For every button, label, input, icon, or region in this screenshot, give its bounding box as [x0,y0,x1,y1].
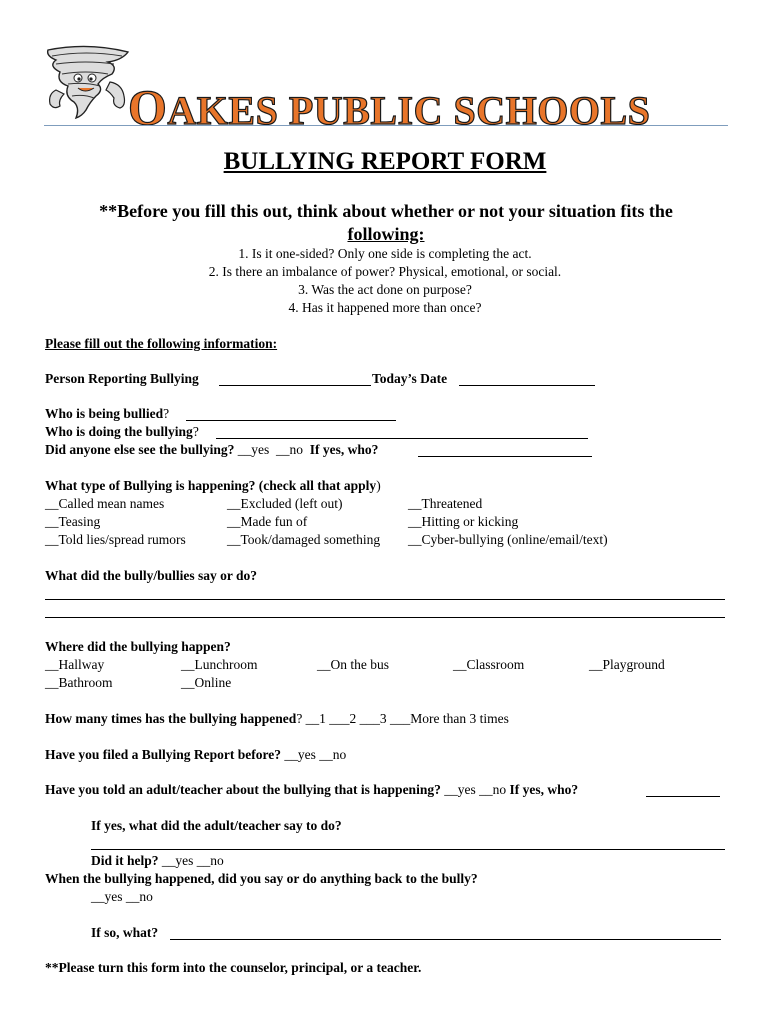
type-option-excluded[interactable]: __Excluded (left out) [227,496,343,511]
intro-question-2: 2. Is there an imbalance of power? Physical, emotional, or social. [208,264,562,279]
type-option-cyber[interactable]: __Cyber-bullying (online/email/text) [408,532,608,547]
footer-note: **Please turn this form into the counselor, principal, or a teacher. [45,960,422,975]
person-reporting-label: Person Reporting Bullying [45,371,199,386]
school-name [128,78,650,136]
if-so-field[interactable] [170,939,721,940]
adult-say-field[interactable] [91,849,725,850]
type-option-threatened[interactable]: __Threatened [408,496,483,511]
intro-question-3: 3. Was the act done on purpose? [298,282,472,297]
where-option-bus[interactable]: __On the bus [317,657,389,672]
told-adult-label: Have you told an adult/teacher about the bullying that is happening? [45,782,441,797]
type-option-hitting[interactable]: __Hitting or kicking [408,514,519,529]
told-adult-who-field[interactable] [646,796,720,797]
say-do-line-2[interactable] [45,617,725,618]
say-do-label: What did the bully/bullies say or do? [45,568,258,583]
if-so-label: If so, what? [91,925,159,940]
todays-date-label: Today’s Date [372,371,448,386]
intro-heading-line1: **Before you fill this out, think about whether or not your situation fits the [99,201,673,221]
info-heading: Please fill out the following information: [45,336,278,351]
adult-say-label: If yes, what did the adult/teacher say to do? [91,818,342,833]
who-bullied-field[interactable] [186,420,396,421]
type-label: What type of Bullying is happening? (check all that apply [45,478,377,493]
how-many-label: How many times has the bullying happened [45,711,297,726]
where-option-bathroom[interactable]: __Bathroom [45,675,113,690]
did-help-options[interactable]: __yes __no [158,853,224,868]
did-help-label: Did it help? [91,853,159,868]
where-option-online[interactable]: __Online [181,675,232,690]
intro-heading [44,200,728,246]
intro-question-4: 4. Has it happened more than once? [288,300,482,315]
where-option-playground[interactable]: __Playground [589,657,665,672]
form-title: BULLYING REPORT FORM [223,148,547,175]
school-name-rest: AKES PUBLIC SCHOOLS [167,88,651,133]
anyone-see-if-yes-label: If yes, who? [309,442,379,457]
intro-heading-line2: following: [347,224,425,244]
type-option-told-lies[interactable]: __Told lies/spread rumors [45,532,186,547]
told-adult-if-yes-label: If yes, who? [509,782,579,797]
told-adult-options[interactable]: __yes __no [440,782,510,797]
filed-before-options[interactable]: __yes __no [281,747,347,762]
how-many-options[interactable]: ? __1 ___2 ___3 ___More than 3 times [296,711,509,726]
type-option-teasing[interactable]: __Teasing [45,514,101,529]
anyone-see-no[interactable]: __no [276,442,304,457]
todays-date-field[interactable] [459,385,595,386]
say-do-line-1[interactable] [45,599,725,600]
say-back-label: When the bullying happened, did you say or do anything back to the bully? [45,871,478,886]
tornado-mascot-icon [42,44,134,122]
say-back-options[interactable]: __yes __no [91,889,153,904]
header-divider [44,125,728,126]
intro-question-1: 1. Is it one-sided? Only one side is completing the act. [238,246,532,261]
where-label: Where did the bullying happen? [45,639,231,654]
where-option-classroom[interactable]: __Classroom [453,657,525,672]
where-option-lunchroom[interactable]: __Lunchroom [181,657,258,672]
person-reporting-field[interactable] [219,385,371,386]
type-option-called-names[interactable]: __Called mean names [45,496,165,511]
type-label-paren: ) [376,478,381,493]
type-option-took-damaged[interactable]: __Took/damaged something [227,532,381,547]
anyone-see-who-field[interactable] [418,456,592,457]
anyone-see-yes[interactable]: __yes [237,442,270,457]
filed-before-label: Have you filed a Bullying Report before? [45,747,281,762]
school-name-initial: O [128,79,168,135]
who-bullied-label: Who is being bullied [45,406,164,421]
where-option-hallway[interactable]: __Hallway [45,657,105,672]
who-doing-label: Who is doing the bullying [45,424,193,439]
who-doing-field[interactable] [216,438,588,439]
anyone-see-label: Did anyone else see the bullying? [45,442,238,457]
type-option-made-fun[interactable]: __Made fun of [227,514,308,529]
